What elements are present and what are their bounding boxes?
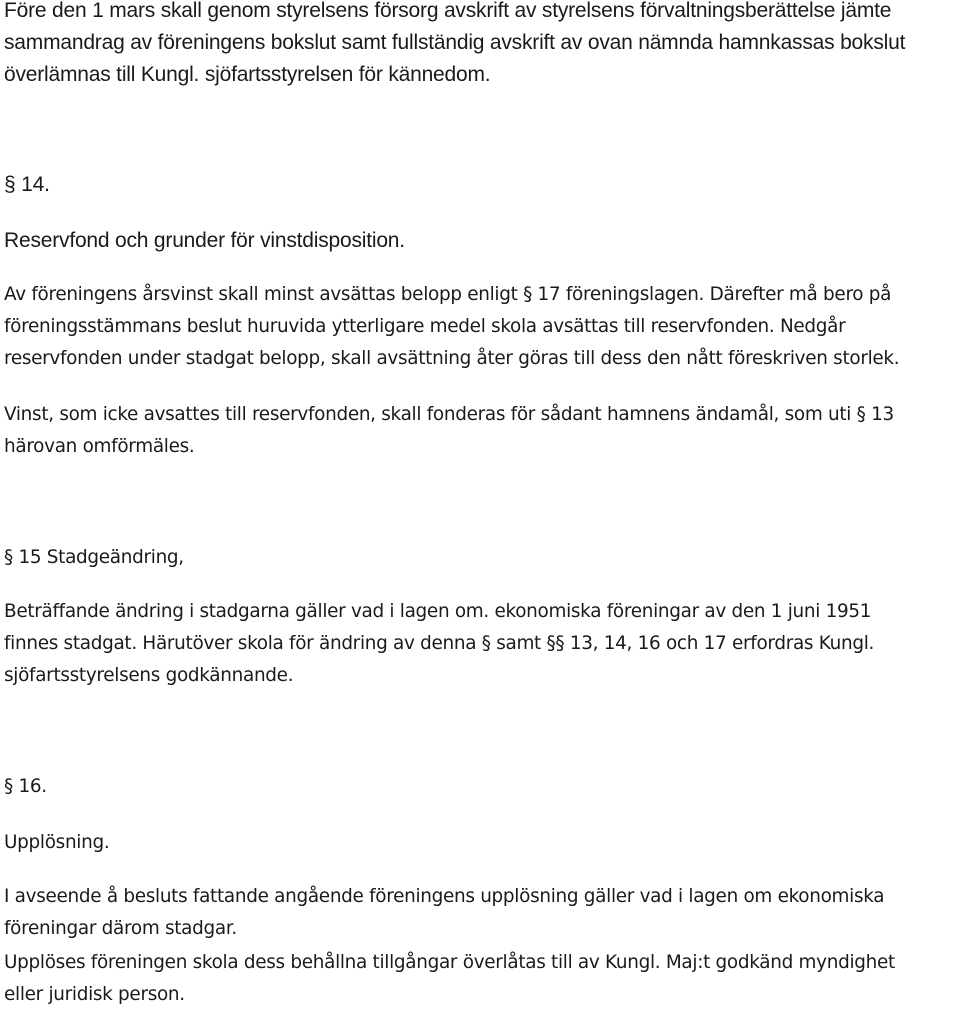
section-16-heading: § 16. bbox=[4, 776, 47, 797]
paragraph-line: härovan omförmäles. bbox=[4, 436, 195, 457]
paragraph-line: I avseende å besluts fattande angående föreningens upplösning gäller vad i lagen om ekonomiska bbox=[4, 886, 885, 907]
section-14-title: Reservfond och grunder för vinstdisposition. bbox=[4, 229, 405, 252]
section-15-heading: § 15 Stadgeändring, bbox=[4, 547, 184, 568]
intro-line: överlämnas till Kungl. sjöfartsstyrelsen för kännedom. bbox=[4, 63, 491, 86]
paragraph-line: Beträffande ändring i stadgarna gäller vad i lagen om. ekonomiska föreningar av den 1 juni 1951 bbox=[4, 601, 872, 622]
paragraph-line: Vinst, som icke avsattes till reservfonden, skall fonderas för sådant hamnens ändamål, som uti § 13 bbox=[4, 404, 894, 425]
paragraph-line: reservfonden under stadgat belopp, skall avsättning åter göras till dess den nått föreskriven storlek. bbox=[4, 348, 900, 369]
paragraph-line: föreningsstämmans beslut huruvida ytterligare medel skola avsättas till reservfonden. Nedgår bbox=[4, 316, 846, 337]
paragraph-line: finnes stadgat. Härutöver skola för ändring av denna § samt §§ 13, 14, 16 och 17 erfordras Kungl. bbox=[4, 633, 875, 654]
paragraph-line: Upplöses föreningen skola dess behållna tillgångar överlåtas till av Kungl. Maj:t godkänd myndighet bbox=[4, 952, 895, 973]
section-16-paragraph-2 bbox=[4, 947, 956, 1011]
section-14-paragraph-1 bbox=[4, 279, 956, 375]
section-15-paragraph bbox=[4, 596, 956, 692]
section-16-title: Upplösning. bbox=[4, 832, 110, 853]
paragraph-line: eller juridisk person. bbox=[4, 984, 185, 1005]
section-14-paragraph-2 bbox=[4, 399, 956, 463]
intro-line: sammandrag av föreningens bokslut samt fullständig avskrift av ovan nämnda hamnkassas bokslut bbox=[4, 31, 906, 54]
section-14-heading: § 14. bbox=[4, 173, 50, 196]
paragraph-line: Av föreningens årsvinst skall minst avsättas belopp enligt § 17 föreningslagen. Därefter må bero på bbox=[4, 284, 892, 305]
paragraph-line: föreningar därom stadgar. bbox=[4, 918, 237, 939]
section-16-paragraph-1 bbox=[4, 881, 956, 945]
paragraph-line: sjöfartsstyrelsens godkännande. bbox=[4, 665, 294, 686]
intro-paragraph bbox=[4, 0, 956, 91]
intro-line: Före den 1 mars skall genom styrelsens försorg avskrift av styrelsens förvaltningsberättelse jämte bbox=[4, 0, 892, 22]
